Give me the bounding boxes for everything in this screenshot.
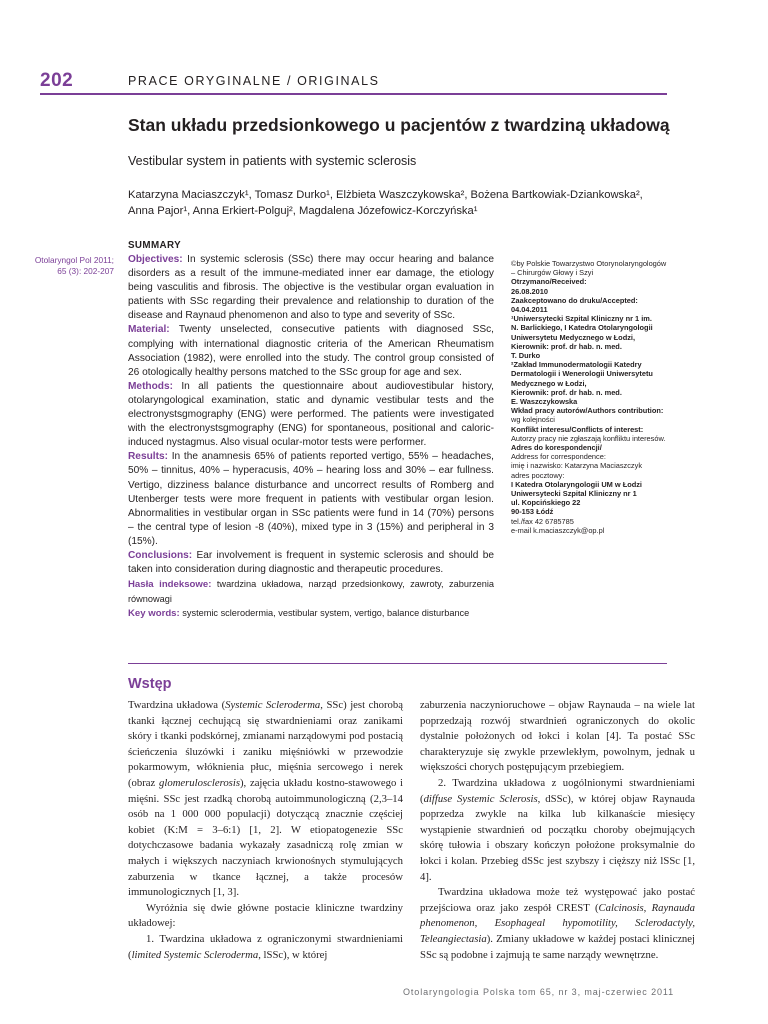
objectives-label: Objectives: [128,254,183,265]
abstract-methods [128,380,494,450]
sidebar-line: ©by Polskie Towarzystwo Otorynolaryngologów [511,259,667,268]
sidebar-line: Zaakceptowano do druku/Accepted: [511,295,638,305]
citation-line: Otolaryngol Pol 2011; [34,255,114,265]
results-text: In the anamnesis 65% of patients reported vertigo, 55% – headaches, 50% – tinnitus, 40% – hyperacusis, 40% – hearing loss and 30% – ear fullness. Vertigo, dizziness balance disturbance and uncorrect results of Romberg and Utenberger tests were more frequent in patients with vestibular organ lesion. Abnormalities in vestibular organ in SSc patients were fund in 14 (70%) persons – the central type of lesion -8 (40%), mixed type in 3 (15%) and peripheral in 3 (15%). [128,451,494,547]
results-label: Results: [128,451,168,463]
body-column-left [128,698,403,963]
body-paragraph: zaburzenia naczynioruchowe – objaw Raynauda – na wiele lat poprzedzają rozwój stwardnień ograniczonych do okolic dystalnie położonych od łokci i kolan [4]. Ta postać SSc charakteryzuje się zwykle przewlekłym, powolnym, jednak u większości chorych postępującym przebiegiem. [420,699,695,774]
abstract-results [128,450,494,549]
sidebar-line: imię i nazwisko: Katarzyna Maciaszczyk [511,461,643,471]
objectives-text: In systemic sclerosis (SSc) there may occur hearing and balance disorders as a result of the immune-mediated inner ear damage, the etiology being vasculitis and fibrosis. The objective is the vestibular organ evaluation in patients with SSc regarding their prevalence and relationship to duration of the disease and Raynaud phenomenon and also to type and severity of SSc. [128,254,494,322]
sidebar-line: Medycznego w Łodzi, [511,378,587,388]
sidebar-line: 90-153 Łódź [511,507,554,517]
keywords [128,606,494,621]
header-rule [40,93,667,95]
index-terms-label: Hasła indeksowe: [128,579,212,591]
sidebar-line: 04.04.2011 [511,305,548,315]
conclusions-text: Ear involvement is frequent in systemic sclerosis and should be taken into consideration during diagnostic and therapeutic procedures. [128,549,494,576]
body-paragraph: 1. Twardzina układowa z ograniczonymi stwardnieniami (limited Systemic Scleroderma, lSSc), w której [128,932,403,961]
sidebar-line: ul. Kopcińskiego 22 [511,498,581,508]
keywords-text: systemic sclerodermia, vestibular system, vertigo, balance disturbance [182,608,470,619]
abstract-objectives [128,253,494,323]
body-paragraph: Wyróżnia się dwie główne postacie kliniczne twardziny układowej: [128,901,403,930]
citation-line: 65 (3): 202-207 [57,266,114,276]
sidebar-line: I Katedra Otolaryngologii UM w Łodzi [511,479,642,489]
latin-term: limited Systemic Scleroderma [131,948,259,961]
sidebar-line: tel./fax 42 6785785 [511,516,574,526]
sidebar-line: ¹Uniwersytecki Szpital Kliniczny nr 1 im. [511,314,652,324]
latin-term: Calcinosis, Raynauda phenomenon, Esophageal hypomotility, Sclerodactyly, Teleangiectasia [420,901,695,945]
sidebar-line: N. Barlickiego, I Katedra Otolaryngologii [511,323,653,333]
sidebar-line: Konflikt interesu/Conflicts of interest: [511,424,644,434]
sidebar-line: T. Durko [511,351,541,361]
article-title: Stan układu przedsionkowego u pacjentów z twardziną układową [128,115,670,135]
sidebar-line: Otrzymano/Received: [511,277,587,287]
conclusions-label: Conclusions: [128,549,193,561]
latin-term: glomerulosclerosis [159,776,240,789]
methods-label: Methods: [128,380,173,392]
article-subtitle: Vestibular system in patients with systemic sclerosis [128,154,417,168]
keywords-label: Key words: [128,608,180,620]
sidebar-line: Kierownik: prof. dr hab. n. med. [511,341,622,351]
authors-line: Anna Pajor¹, Anna Erkiert-Polguj², Magdalena Józefowicz-Korczyńska¹ [128,205,478,217]
summary-heading: SUMMARY [128,240,182,251]
sidebar-line: E. Waszczykowska [511,397,578,407]
section-rule [128,663,667,664]
abstract-conclusions [128,549,494,577]
latin-term: diffuse Systemic Sclerosis [423,792,538,805]
body-paragraph: Twardzina układowa (Systemic Scleroderma, SSc) jest chorobą tkanki łącznej cechującą się stwardnieniami oraz zanikami skóry i tkanki podskórnej, zmianami narządowymi pod postacią ścieńczenia śluzówki i zaniku mięśniówki w przewodzie pokarmowym, włóknienia płuc, mięśnia sercowego i nerek (obraz glomerulosclerosis), zajęcia układu kostno-stawowego i mięśni. SSc jest rzadką chorobą autoimmunologiczną (2,3–14 osób na 1 000 000 populacji) dotyczącą znacznie częściej kobiet (K:M = 3–6:1) [1, 2]. W etiopatogenezie SSc dotychczasowe badania wykazały zasadniczą rolę zmian w małych i większych naczyniach krwionośnych stymulujących zaburzenia w tkance łącznej, a także procesów immunologicznych [1, 3]. [128,699,404,899]
index-terms-text: twardzina układowa, narząd przedsionkowy, zawroty, zaburzenia równowagi [128,579,495,605]
running-head: PRACE ORYGINALNE / ORIGINALS [128,74,380,88]
sidebar-line: Adres do korespondencji/ [511,443,602,453]
sidebar-line: Address for correspondence: [511,452,606,462]
page-number: 202 [40,70,74,91]
material-text: Twenty unselected, consecutive patients with diagnosed SSc, complying with international diagnostic criteria of the American Rheumatism Association (1982), were enrolled into the study. The control group consisted of 26 otologically healthy persons matched to the SSc group for age and sex. [128,324,494,378]
sidebar-line: Uniwersytetu Medycznego w Łodzi, [511,332,636,342]
journal-footer: Otolaryngologia Polska tom 65, nr 3, maj-czerwiec 2011 [403,987,675,997]
abstract [128,253,494,621]
sidebar-line: Autorzy pracy nie zgłaszają konfliktu interesów. [511,433,666,443]
sidebar-line: ²Zakład Immunodermatologii Katedry [511,360,642,370]
sidebar-line: Uniwersytecki Szpital Kliniczny nr 1 [511,489,637,499]
section-heading-intro: Wstęp [128,676,172,692]
methods-text: In all patients the questionnaire about audiovestibular history, otolaryngological examination, static and dynamic vestibular tests and the electronystsgmography (ENG) were performed. The patients were investigated with the electronystsgmography (ENG) for spontaneous, positional and caloric-induced nystagmus. Also visual ocular-motor tests were performer. [128,380,494,449]
latin-term: Systemic Scleroderma [225,699,321,711]
authors-line: Katarzyna Maciaszczyk¹, Tomasz Durko¹, Elżbieta Waszczykowska², Bożena Bartkowiak-Dziankowska², [128,189,643,201]
index-terms [128,577,494,606]
sidebar-line: wg kolejności [511,415,555,425]
sidebar-line: adres pocztowy: [511,470,565,480]
author-list [128,187,688,219]
body-paragraph: 2. Twardzina układowa z uogólnionymi stwardnieniami (diffuse Systemic Sclerosis, dSSc), w której objaw Raynauda poprzedza zwykle na kilka lub kilkanaście miesięcy wystąpienie stwardnień od początku choroby obejmujących skórę tułowia i obszary kończyn położone proksymalnie do łokci i kolan. Przebieg dSSc jest szybszy i cięższy niż lSSc [1, 4]. [420,776,695,883]
sidebar-line: 26.08.2010 [511,286,548,296]
sidebar-line: Wkład pracy autorów/Authors contribution: [511,406,664,416]
sidebar-line: e-mail k.maciaszczyk@op.pl [511,525,605,535]
body-paragraph: Twardzina układowa może też występować jako postać przejściowa oraz jako zespół CREST (Calcinosis, Raynauda phenomenon, Esophageal hypomotility, Sclerodactyly, Teleangiectasia). Zmiany układowe w każdej postaci klinicznej SSc są podobne i zajmują te same narządy wewnętrzne. [420,886,695,961]
sidebar-line: Dermatologii i Wenerologii Uniwersytetu [511,369,653,379]
material-label: Material: [128,324,170,336]
sidebar-line: – Chirurgów Głowy i Szyi [511,268,594,278]
sidebar-line: Kierownik: prof. dr hab. n. med. [511,387,622,397]
citation [10,255,114,277]
abstract-material [128,323,494,379]
body-column-right [420,698,695,963]
article-info-sidebar [511,259,691,535]
